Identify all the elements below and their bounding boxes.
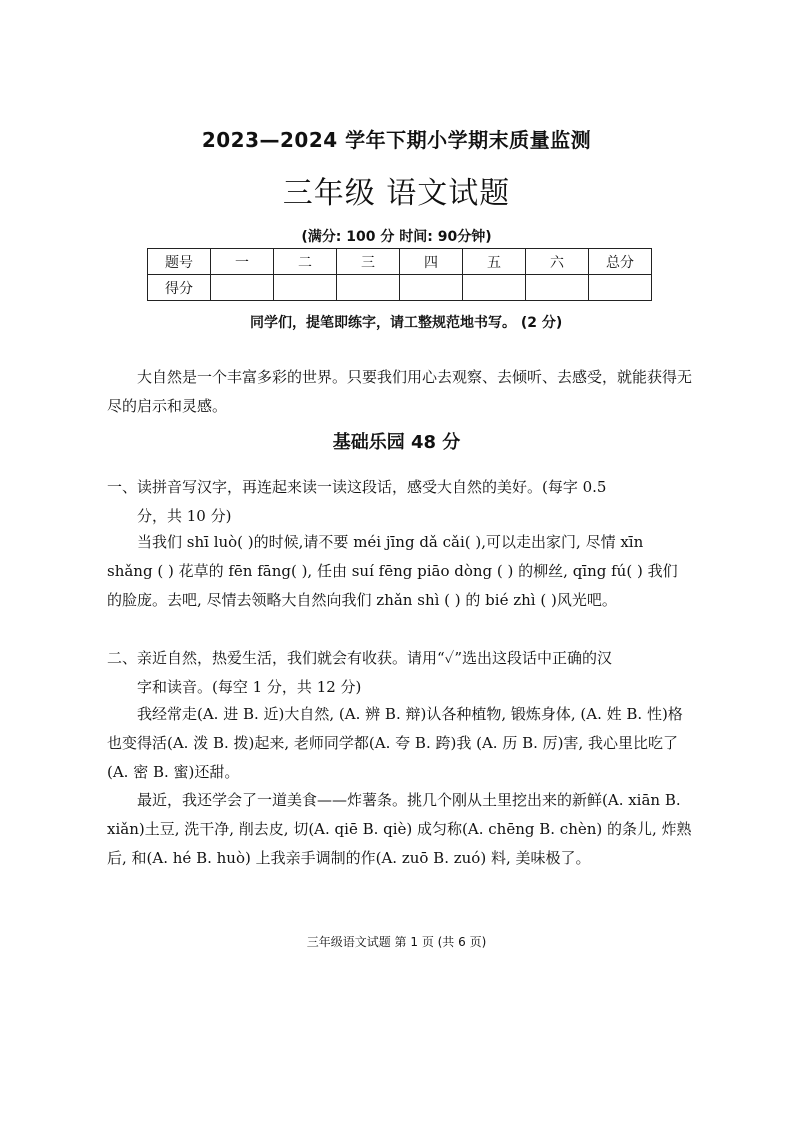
score-input-cell[interactable] — [589, 275, 652, 301]
section-title: 基础乐园 48 分 — [332, 432, 461, 453]
exam-subtitle: 三年级 语文试题 — [282, 176, 511, 211]
table-cell: 二 — [274, 249, 337, 275]
question-2-heading-line1: 二、亲近自然，热爱生活，我们就会有收获。请用“✓”选出这段话中正确的汉 — [107, 649, 613, 667]
score-input-cell[interactable] — [526, 275, 589, 301]
question-2-heading — [107, 644, 692, 702]
table-cell: 总分 — [589, 249, 652, 275]
intro-paragraph: 大自然是一个丰富多彩的世界。只要我们用心去观察、去倾听、去感受，就能获得无尽的启示和灵感。 — [107, 368, 693, 415]
table-cell: 五 — [463, 249, 526, 275]
page-footer: 三年级语文试题 第 1 页 (共 6 页) — [306, 935, 487, 949]
question-2-paragraph-2: 最近，我还学会了一道美食——炸薯条。挑几个刚从土里挖出来的新鲜(A. xiān B. xiǎn)土豆, 洗干净, 削去皮, 切(A. qiē B. qiè) 成匀称(A. chēng B. chèn) 的条儿, 炸熟后, 和(A. hé B. huò) 上我亲手调制的作(A. zuō B. zuó) 料, 美味极了。 — [107, 791, 692, 867]
table-cell: 题号 — [148, 249, 211, 275]
score-input-cell[interactable] — [400, 275, 463, 301]
question-1-heading-line2: 分，共 10 分) — [137, 507, 232, 525]
question-1-heading — [107, 473, 692, 531]
score-time-info: (满分: 100 分 时间: 90分钟) — [301, 229, 492, 245]
table-cell: 四 — [400, 249, 463, 275]
score-input-cell[interactable] — [337, 275, 400, 301]
exam-title: 2023—2024 学年下期小学期末质量监测 — [201, 128, 592, 152]
table-cell: 三 — [337, 249, 400, 275]
table-cell: 一 — [211, 249, 274, 275]
question-1-heading-line1: 一、读拼音写汉字，再连起来读一读这段话，感受大自然的美好。(每字 0.5 — [107, 478, 607, 496]
score-table-header-row — [148, 249, 652, 275]
question-1-body: 当我们 shī luò( )的时候,请不要 méi jīng dǎ cǎi( ),可以走出家门, 尽情 xīn shǎng ( ) 花草的 fēn fāng( ), 任由 suí fēng piāo dòng ( ) 的柳丝, qīng fú( ) 我们的脸庞。去吧, 尽情去领略大自然向我们 zhǎn shì ( ) 的 bié zhì ( )风光吧。 — [107, 533, 678, 609]
question-2-paragraph-1: 我经常走(A. 进 B. 近)大自然, (A. 辨 B. 辩)认各种植物, 锻炼身体, (A. 姓 B. 性)格也变得活(A. 泼 B. 拨)起来, 老师同学都(A. 夸 B. 跨)我 (A. 历 B. 厉)害, 我心里比吃了 (A. 密 B. 蜜)还甜。 — [107, 705, 683, 781]
handwriting-note: 同学们，提笔即练字，请工整规范地书写。 (2 分) — [250, 315, 563, 331]
score-table — [147, 248, 652, 301]
score-input-cell[interactable] — [463, 275, 526, 301]
table-cell: 六 — [526, 249, 589, 275]
question-2-heading-line2: 字和读音。(每空 1 分，共 12 分) — [137, 678, 362, 696]
score-table-score-row — [148, 275, 652, 301]
table-cell: 得分 — [148, 275, 211, 301]
score-input-cell[interactable] — [211, 275, 274, 301]
score-input-cell[interactable] — [274, 275, 337, 301]
